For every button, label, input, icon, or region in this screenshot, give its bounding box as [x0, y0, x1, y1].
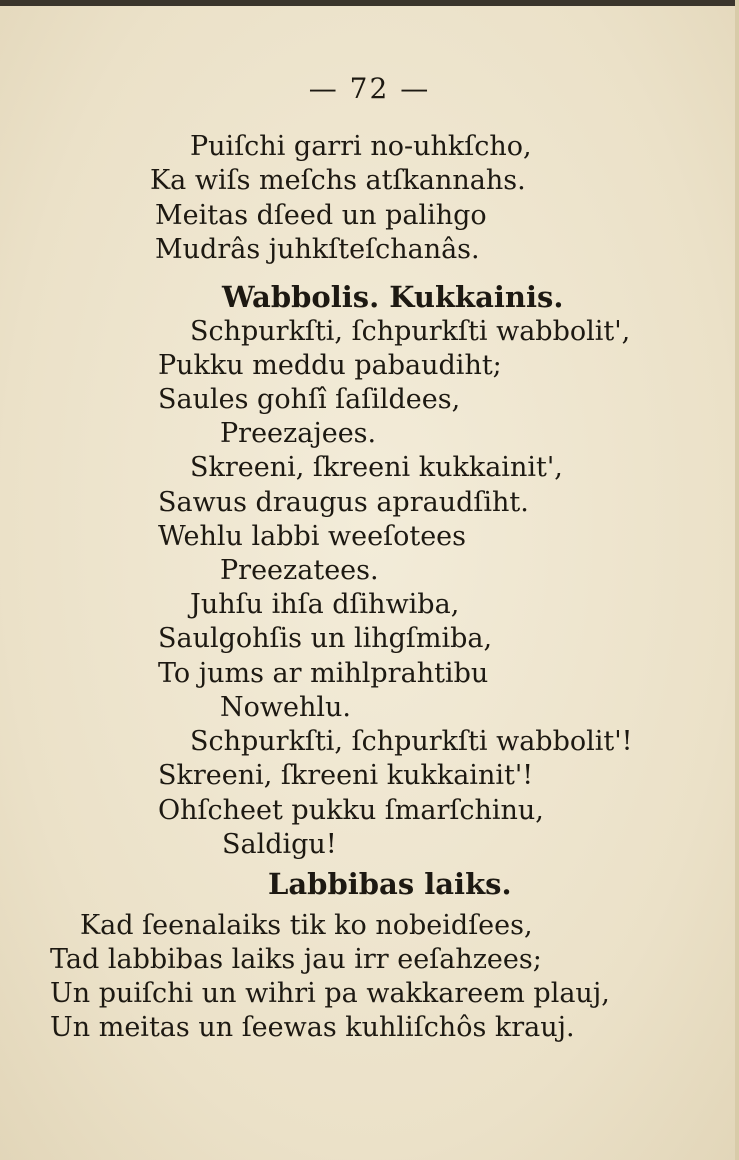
page-number: — 72 — [308, 72, 431, 105]
poem-line: Tad labbibas laiks jau irr eeſahzees; [50, 944, 542, 975]
poem-line: Pukku meddu pabaudiht; [158, 350, 502, 381]
poem-line: To jums ar mihlprahtibu [158, 658, 489, 689]
poem-line: Meitas dſeed un palihgo [155, 200, 487, 231]
poem-title-wabbolis: Wabbolis. Kukkainis. [222, 280, 564, 314]
poem-line: Puiſchi garri no-uhkſcho, [190, 131, 532, 162]
poem-line: Un meitas un ſeewas kuhliſchôs krauj. [50, 1012, 575, 1043]
poem-line: Saules gohſî ſaſildees, [158, 384, 461, 415]
poem-line: Schpurkſti, ſchpurkſti wabbolit'! [190, 726, 633, 757]
poem-line: Saldigu! [222, 829, 337, 860]
poem-line: Mudrâs juhkſteſchanâs. [155, 234, 480, 265]
poem-line: Sawus draugus apraudſiht. [158, 487, 529, 518]
poem-line: Skreeni, ſkreeni kukkainit', [190, 452, 563, 483]
poem-line: Schpurkſti, ſchpurkſti wabbolit', [190, 316, 631, 347]
page-top-edge [0, 0, 739, 6]
poem-line: Preezatees. [220, 555, 379, 586]
poem-line: Skreeni, ſkreeni kukkainit'! [158, 760, 534, 791]
page-right-edge [735, 0, 739, 1160]
poem-line: Un puiſchi un wihri pa wakkareem plauj, [50, 978, 610, 1009]
poem-line: Ohſcheet pukku ſmarſchinu, [158, 795, 544, 826]
poem-line: Wehlu labbi weeſotees [158, 521, 467, 552]
poem-title-labbibas: Labbibas laiks. [268, 867, 512, 901]
poem-line: Juhſu ihſa dſihwiba, [190, 589, 460, 620]
poem-line: Nowehlu. [220, 692, 351, 723]
poem-line: Saulgohſis un lihgſmiba, [158, 623, 493, 654]
poem-line: Ka wiſs meſchs atſkannahs. [150, 165, 526, 196]
poem-line: Kad ſeenalaiks tik ko nobeidſees, [80, 910, 533, 941]
poem-line: Preezajees. [220, 418, 377, 449]
